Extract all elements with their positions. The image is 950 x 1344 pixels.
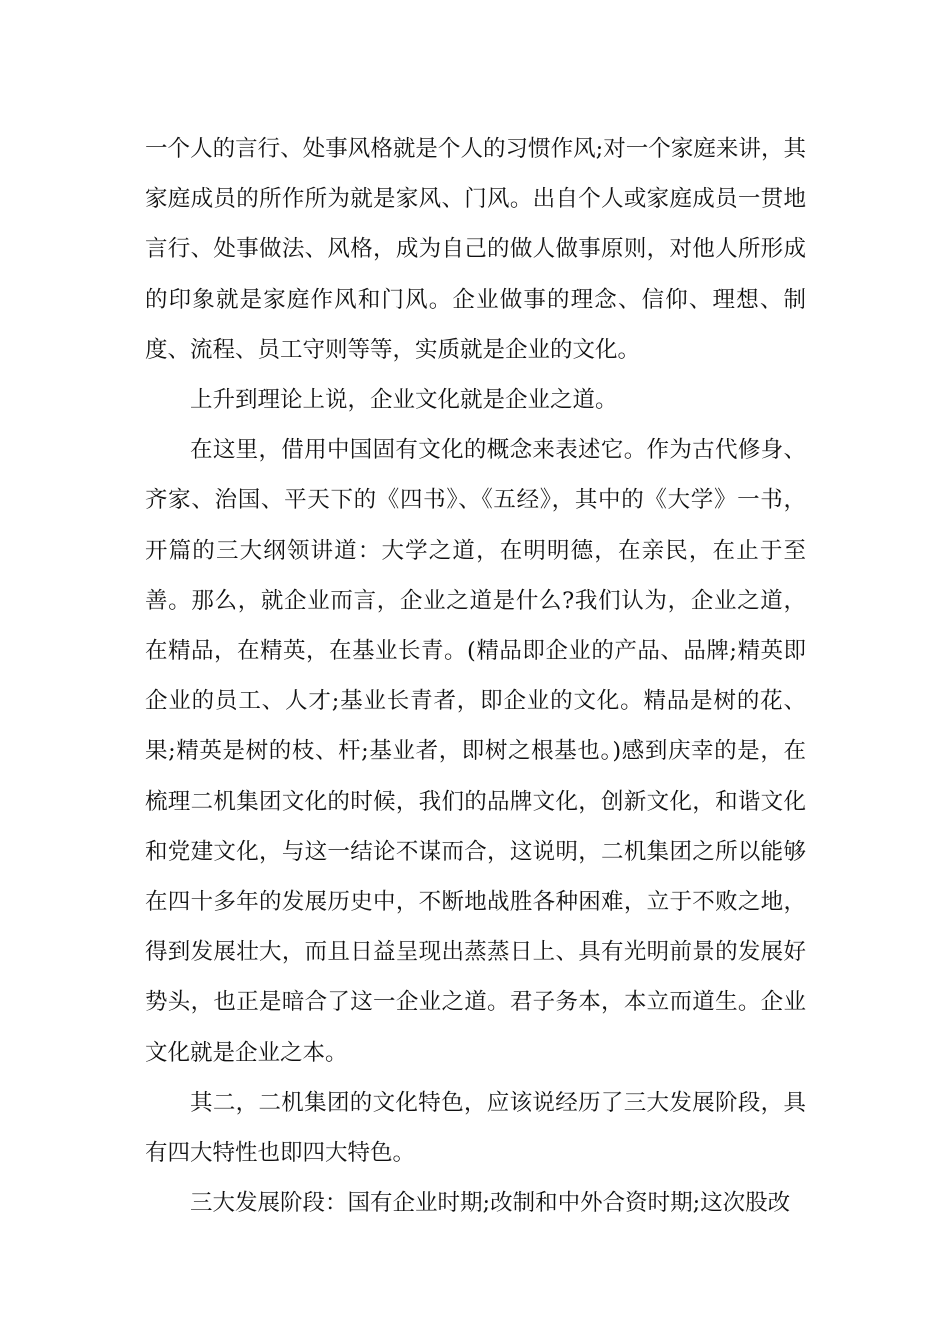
paragraph-enterprise-way: 在这里，借用中国固有文化的概念来表述它。作为古代修身、齐家、治国、平天下的《四书》、《五经》，其中的《大学》一书，开篇的三大纲领讲道：大学之道，在明明德，在亲民，在止于至善。那么，就企业而言，企业之道是什么?我们认为，企业之道，在精品，在精英，在基业长青。(精品即企业的产品、品牌;精英即企业的员工、人才;基业长青者，即企业的文化。精品是树的花、果;精英是树的枝、杆;基业者，即树之根基也。)感到庆幸的是，在梳理二机集团文化的时候，我们的品牌文化，创新文化，和谐文化和党建文化，与这一结论不谋而合，这说明，二机集团之所以能够在四十多年的发展历史中，不断地战胜各种困难，立于不败之地，得到发展壮大，而且日益呈现出蒸蒸日上、具有光明前景的发展好势头，也正是暗合了这一企业之道。君子务本，本立而道生。企业文化就是企业之本。 — [145, 437, 806, 1066]
paragraph-family-style: 一个人的言行、处事风格就是个人的习惯作风;对一个家庭来讲，其家庭成员的所作所为就是家风、门风。出自个人或家庭成员一贯地言行、处事做法、风格，成为自己的做人做事原则，对他人所形成的印象就是家庭作风和门风。企业做事的理念、信仰、理想、制度、流程、员工守则等等，实质就是企业的文化。 — [145, 136, 806, 363]
paragraph-three-stages: 三大发展阶段：国有企业时期;改制和中外合资时期;这次股改 — [190, 1190, 791, 1217]
paragraph-theory: 上升到理论上说，企业文化就是企业之道。 — [190, 387, 618, 414]
paragraph-culture-features: 其二，二机集团的文化特色，应该说经历了三大发展阶段，具有四大特性也即四大特色。 — [145, 1089, 806, 1167]
document-body — [145, 124, 806, 1228]
